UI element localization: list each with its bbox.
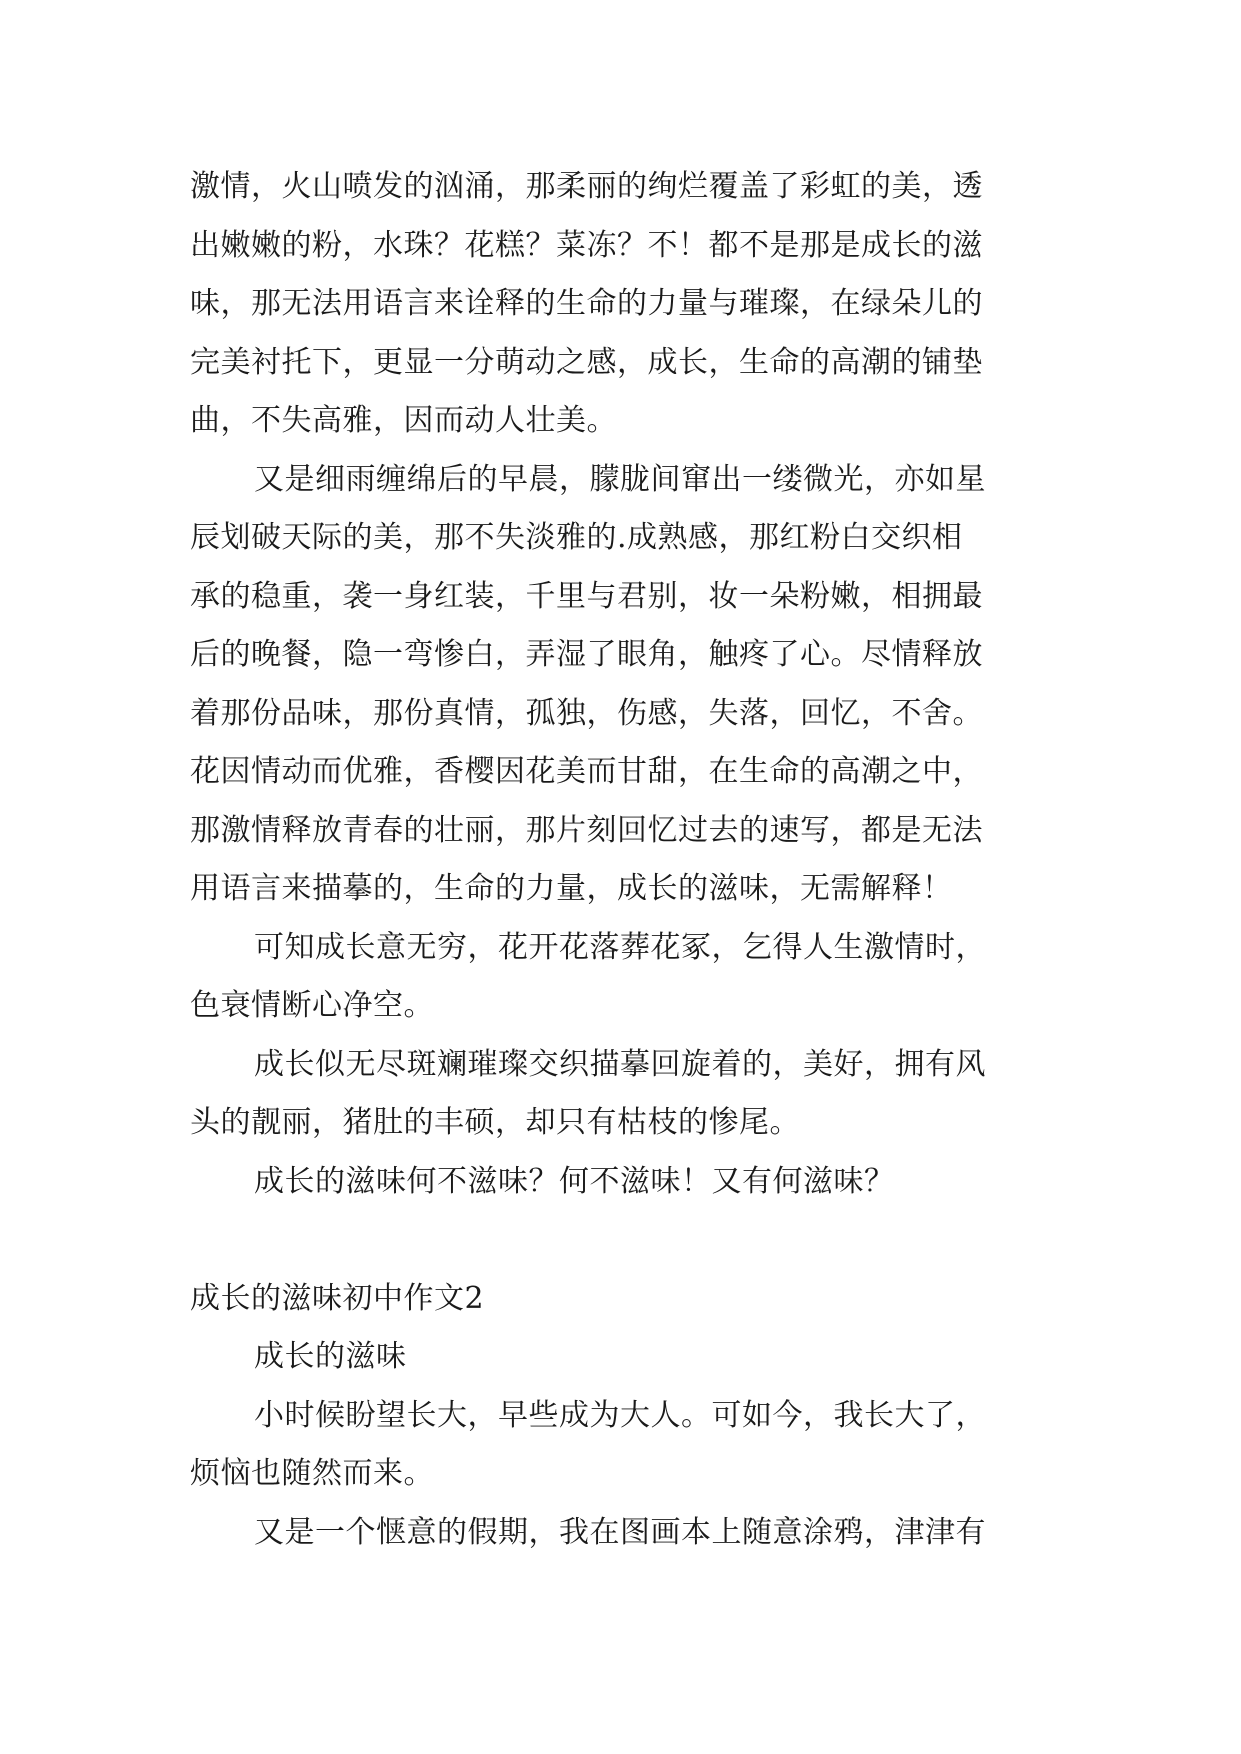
text-line: 承的稳重，袭一身红装，千里与君别，妆一朵粉嫩，相拥最 — [190, 578, 983, 614]
text-line: 完美衬托下，更显一分萌动之感，成长，生命的高潮的铺垫 — [190, 344, 983, 380]
text-line: 又是细雨缠绵后的早晨，朦胧间窜出一缕微光，亦如星 — [254, 461, 986, 497]
text-line: 小时候盼望长大，早些成为大人。可如今，我长大了， — [254, 1397, 986, 1433]
text-line: 成长的滋味何不滋味？何不滋味！又有何滋味？ — [254, 1163, 895, 1199]
text-line: 头的靓丽，猪肚的丰硕，却只有枯枝的惨尾。 — [190, 1105, 800, 1140]
text-line: 激情，火山喷发的汹涌，那柔丽的绚烂覆盖了彩虹的美，透 — [190, 169, 983, 204]
text-line: 出嫩嫩的粉，水珠？花糕？菜冻？不！都不是那是成长的滋 — [190, 227, 983, 263]
text-line: 成长似无尽斑斓璀璨交织描摹回旋着的，美好，拥有风 — [254, 1046, 986, 1082]
text-line: 烦恼也随然而来。 — [190, 1456, 434, 1491]
text-line: 味，那无法用语言来诠释的生命的力量与璀璨，在绿朵儿的 — [190, 286, 983, 321]
text-line: 那激情释放青春的壮丽，那片刻回忆过去的速写，都是无法 — [190, 812, 983, 848]
document-body — [190, 158, 1060, 1562]
blank-line — [190, 1211, 1060, 1270]
text-line: 辰划破天际的美，那不失淡雅的.成熟感，那红粉白交织相 — [190, 520, 963, 555]
section-heading: 成长的滋味初中作文2 — [190, 1280, 485, 1316]
text-line: 曲，不失高雅，因而动人壮美。 — [190, 403, 617, 438]
text-line: 着那份品味，那份真情，孤独，伤感，失落，回忆，不舍。 — [190, 695, 983, 731]
essay-title: 成长的滋味 — [254, 1339, 407, 1374]
text-line: 花因情动而优雅，香樱因花美而甘甜，在生命的高潮之中， — [190, 754, 983, 789]
text-line: 色衰情断心净空。 — [190, 988, 434, 1023]
text-line: 后的晚餐，隐一弯惨白，弄湿了眼角，触疼了心。尽情释放 — [190, 637, 983, 672]
text-line: 又是一个惬意的假期，我在图画本上随意涂鸦，津津有 — [254, 1514, 986, 1550]
text-line: 用语言来描摹的，生命的力量，成长的滋味，无需解释！ — [190, 871, 953, 906]
text-line: 可知成长意无穷，花开花落葬花冢，乞得人生激情时， — [254, 929, 986, 965]
